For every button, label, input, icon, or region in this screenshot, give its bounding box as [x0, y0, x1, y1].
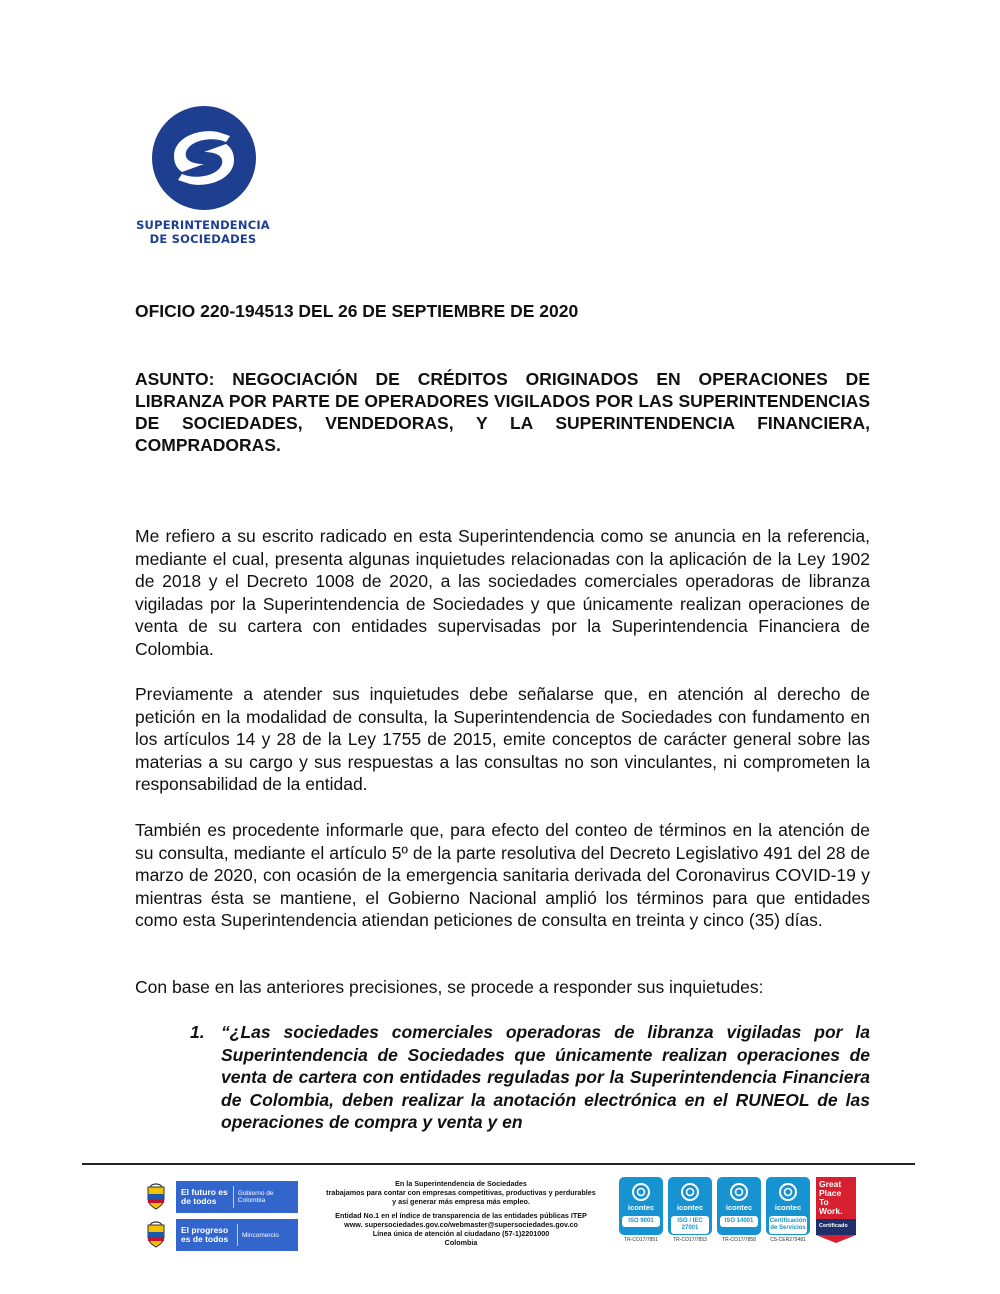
- footer-divider: [82, 1163, 915, 1165]
- question-number: 1.: [190, 1022, 205, 1042]
- gptw-line-1: Great: [819, 1179, 842, 1189]
- icontec-cert-servicios: icontec Certificación de Servicios CS-CER279481: [766, 1177, 810, 1243]
- gptw-line-5: Certificado: [819, 1223, 848, 1229]
- icontec-ring-icon: [631, 1182, 651, 1202]
- gov1-entity: Gobierno de Colombia: [237, 1190, 274, 1204]
- icontec-ring-icon: [680, 1182, 700, 1202]
- icontec-cert-iso9001: icontec ISO 9001 TR-CO17/7851: [619, 1177, 663, 1243]
- logo-wordmark: SUPERINTENDENCIA DE SOCIEDADES: [136, 218, 270, 246]
- document-title: OFICIO 220-194513 DEL 26 DE SEPTIEMBRE DE 2020: [135, 301, 579, 321]
- body-paragraph-2: Previamente a atender sus inquietudes debe señalarse que, en atención al derecho de petición en la modalidad de consulta, la Superintendencia de Sociedades con fundamento en los artículos 14 y 28 de la Ley 1755 de 2015, emite conceptos de carácter general sobre las materias a su cargo y sus respuestas a las consultas no son vinculantes, ni comprometen la responsabilidad de la entidad.: [135, 684, 870, 794]
- icontec-ring-icon: [729, 1182, 749, 1202]
- body-paragraph-4: Con base en las anteriores precisiones, se procede a responder sus inquietudes:: [135, 977, 764, 997]
- gov1-slogan: El futuro es de todos: [181, 1187, 228, 1206]
- logo-emblem-icon: [152, 106, 256, 210]
- body-paragraph-3: También es procedente informarle que, para efecto del conteo de términos en la atención de su consulta, mediante el artículo 5º de la parte resolutiva del Decreto Legislativo 491 del 28 de marzo de 2020, con ocasión de la emergencia sanitaria derivada del Coronavirus COVID-19 y mientras ésta se mantiene, el Gobierno Nacional amplió los términos para que entidades como esta Superintendencia atiendan peticiones de consulta en treinta y cinco (35) días.: [135, 820, 870, 930]
- great-place-to-work-badge: [816, 1177, 856, 1243]
- colombia-shield-icon: [140, 1181, 172, 1213]
- body-paragraph-1: Me refiero a su escrito radicado en esta Superintendencia como se anuncia en la referencia, mediante el cual, presenta algunas inquietudes relacionadas con la aplicación de la Ley 1902 de 2018 y el Decreto 1008 de 2020, a las sociedades comerciales operadoras de libranza vigiladas por la Superintendencia de Sociedades y que únicamente realizan operaciones de venta de su cartera con entidades supervisadas por la Superintendencia Financiera de Colombia.: [135, 526, 870, 659]
- icontec-cert-iso14001: icontec ISO 14001 TR-CO17/7858: [717, 1177, 761, 1243]
- question-text: “¿Las sociedades comerciales operadoras de libranza vigiladas por la Superintendencia de Sociedades que únicamente realizan operaciones de venta de cartera con entidades reguladas por la Superintendencia Financiera de Colombia, deben realizar la anotación electrónica en el RUNEOL de las operaciones de compra y venta y en: [221, 1022, 870, 1132]
- mincomercio-badge: [140, 1219, 298, 1251]
- gptw-line-4: Work.: [819, 1206, 843, 1216]
- gobierno-badge: [140, 1181, 298, 1213]
- icontec-ring-icon: [778, 1182, 798, 1202]
- footer-contact-info: En la Superintendencia de Sociedades trabajamos para contar con empresas competitivas, productivas y perdurables y así generar más empresa más empleo. Entidad No.1 en el índice de transparencia de las entidades públicas ITEP www. supersociedades.gov.co/webmaster@supersociedades.gov.co Línea única de atención al ciudadano (57-1)2201000 Colombia: [326, 1179, 596, 1248]
- colombia-shield-icon: [140, 1219, 172, 1251]
- gptw-line-3: To: [819, 1197, 829, 1207]
- document-subject: ASUNTO: NEGOCIACIÓN DE CRÉDITOS ORIGINADOS EN OPERACIONES DE LIBRANZA POR PARTE DE OPERADORES VIGILADOS POR LAS SUPERINTENDENCIAS DE SOCIEDADES, VENDEDORAS, Y LA SUPERINTENDENCIA FINANCIERA, COMPRADORAS.: [135, 369, 870, 455]
- gov2-entity: Mincomercio: [242, 1231, 279, 1239]
- icontec-cert-iso27001: icontec ISO / IEC 27001 TR-CO17/7853: [668, 1177, 712, 1243]
- gptw-line-2: Place: [819, 1188, 842, 1198]
- gov2-slogan: El progreso es de todos: [181, 1225, 229, 1244]
